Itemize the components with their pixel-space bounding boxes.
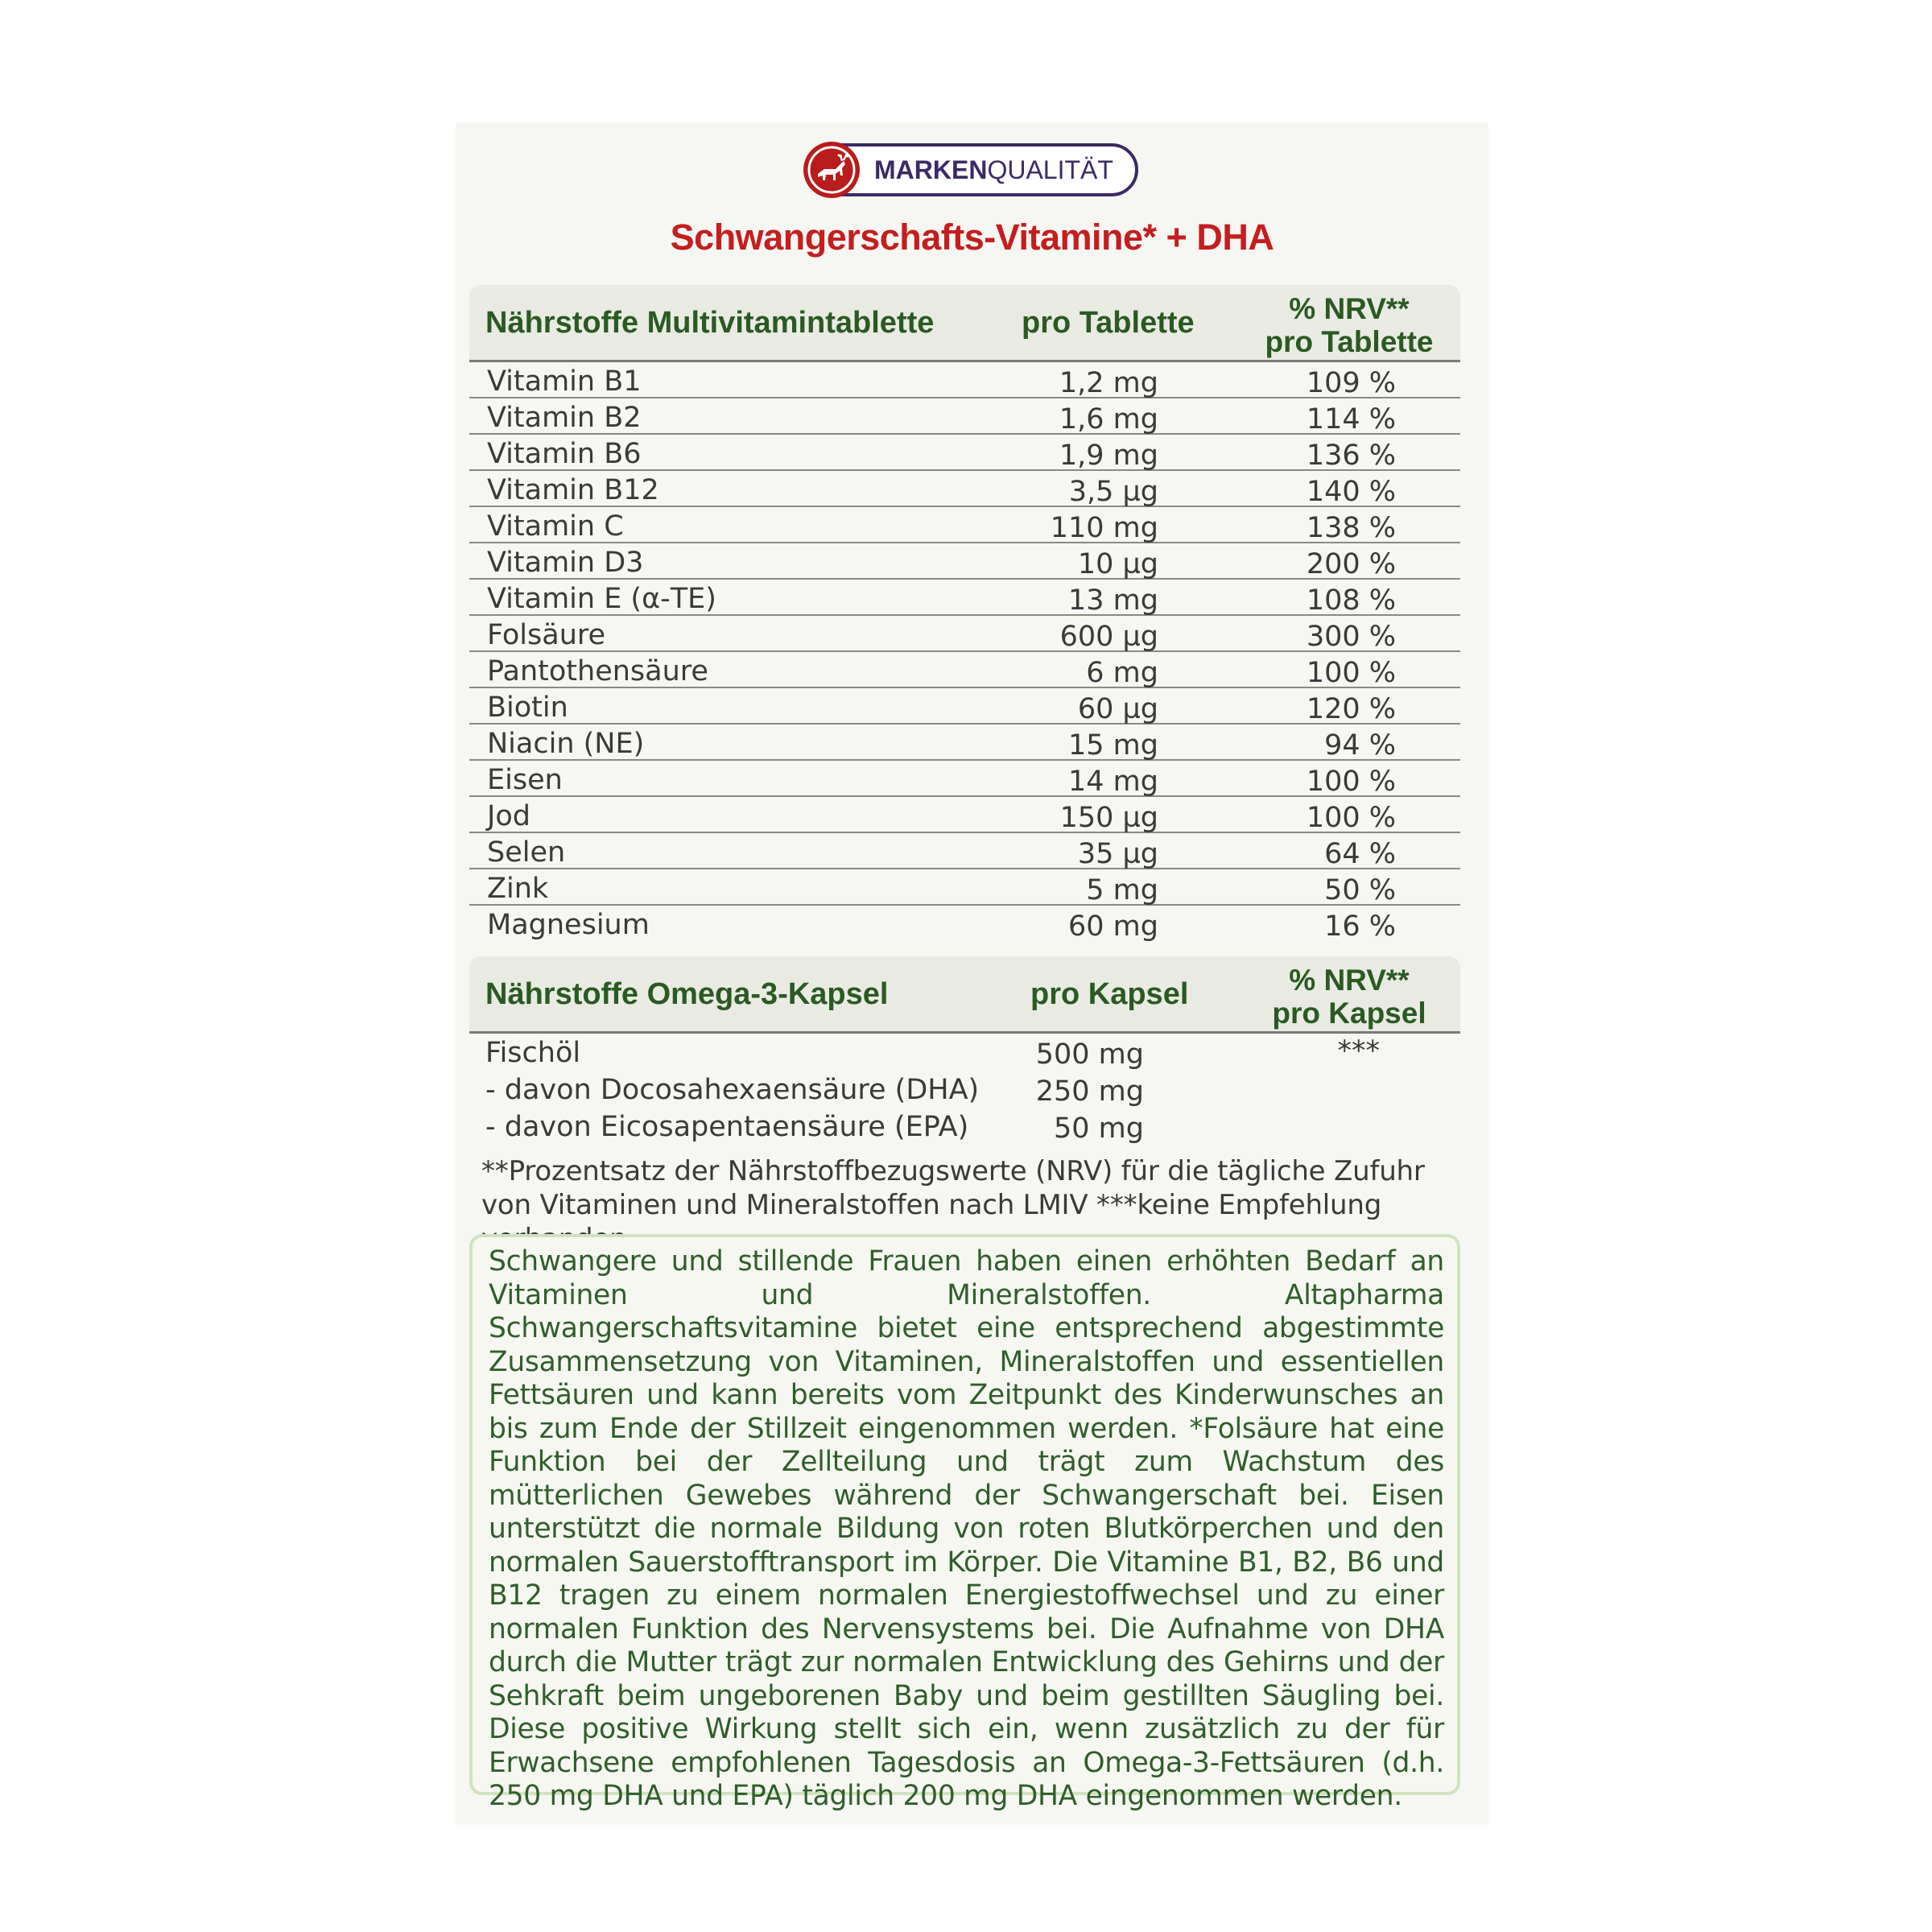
nutrient-name: Vitamin B12 bbox=[487, 474, 659, 506]
nutrient-name: Jod bbox=[487, 800, 530, 832]
nutrient-name: Vitamin C bbox=[487, 510, 624, 543]
nutrient-name: Folsäure bbox=[487, 619, 606, 651]
nrv-value: 100 % bbox=[1306, 802, 1396, 834]
table-row bbox=[469, 616, 1460, 652]
amount-value: 600 µg bbox=[1059, 621, 1158, 653]
omega3-table-header bbox=[469, 956, 1460, 1034]
amount-value: 1,6 mg bbox=[1059, 403, 1158, 436]
table-row bbox=[469, 688, 1460, 724]
nrv-value: 114 % bbox=[1306, 403, 1396, 436]
brand-quality-badge bbox=[805, 143, 1138, 196]
amount-value: 10 µg bbox=[1077, 548, 1158, 580]
nrv-value: 100 % bbox=[1306, 657, 1396, 689]
nrv-value: 138 % bbox=[1306, 512, 1396, 544]
amount-value: 6 mg bbox=[1086, 657, 1158, 689]
header-nutrient: Nährstoffe Multivitamintablette bbox=[485, 306, 935, 340]
amount-value: 14 mg bbox=[1068, 766, 1158, 798]
deer-logo-icon bbox=[803, 142, 860, 198]
nrv-value: 50 % bbox=[1324, 874, 1396, 906]
nrv-value: 136 % bbox=[1306, 440, 1396, 472]
nutrient-name: Selen bbox=[487, 836, 566, 869]
nrv-value: 140 % bbox=[1306, 476, 1396, 508]
amount-value: 60 µg bbox=[1077, 693, 1158, 725]
nutrient-name: - davon Eicosapentaensäure (EPA) bbox=[485, 1111, 969, 1143]
nutrient-name: Vitamin B2 bbox=[487, 402, 642, 434]
nrv-value: 16 % bbox=[1324, 910, 1396, 943]
nutrient-name: Niacin (NE) bbox=[487, 728, 645, 760]
nutrient-name: - davon Docosahexaensäure (DHA) bbox=[485, 1074, 980, 1106]
amount-value: 500 mg bbox=[1035, 1038, 1144, 1071]
health-claims-box bbox=[469, 1234, 1460, 1812]
product-title: Schwangerschafts-Vitamine* + DHA bbox=[670, 217, 1274, 258]
nrv-value: 64 % bbox=[1324, 838, 1396, 870]
amount-value: 13 mg bbox=[1068, 584, 1158, 617]
amount-value: 3,5 µg bbox=[1068, 476, 1158, 508]
table-row bbox=[469, 435, 1460, 471]
amount-value: 50 mg bbox=[1054, 1113, 1144, 1145]
amount-value: 1,9 mg bbox=[1059, 440, 1158, 472]
nrv-value: 300 % bbox=[1306, 621, 1396, 653]
table-row bbox=[469, 1072, 1460, 1109]
nrv-footnote: **Prozentsatz der Nährstoffbezugswerte (NRV) für die tägliche Zufuhr von Vitaminen und Mineralstoffen nach LMIV ***keine Empfehlung bbox=[481, 1155, 1425, 1221]
table-row bbox=[469, 906, 1460, 942]
header-nrv-line2: pro Tablette bbox=[1265, 325, 1434, 358]
multivitamin-table-body bbox=[469, 362, 1460, 942]
table-row bbox=[469, 652, 1460, 688]
omega3-table-body bbox=[469, 1035, 1460, 1146]
nutrient-name: Vitamin D3 bbox=[487, 547, 644, 579]
table-row bbox=[469, 580, 1460, 616]
nrv-value: 200 % bbox=[1306, 548, 1396, 580]
table-row bbox=[469, 833, 1460, 869]
health-claims-text: Schwangere und stillende Frauen haben einen erhöhten Bedarf an Vitaminen und Mineralstoffen. Altapharma Schwangerschaftsvitamine bietet eine entsprechend abgestimmte Zusammensetzung von Vitaminen, Mineralstoffen und essentiellen Fettsäuren und kann bereits vom Zeitpunkt des Kinderwunsches an bis zum Ende der Stillzeit eingenommen werden. *Folsäure hat eine Funktion bei der Zellteilung und trägt zum Wachstum des mütterlichen Gewebes während der Schwangerschaft bei. Eisen unterstützt die normale Bildung von roten Blutkörperchen und den normalen Sauerstofftransport im Körper. Die Vitamine B1, B2, B6 und B12 tragen zu einem normalen Energiestoffwechsel und zu einer normalen Funktion des Nervensystems bei. Die Aufnahme von DHA durch die Mutter trägt zur normalen Entwicklung des Gehirns und der Sehkraft beim ungeborenen Baby und beim gestillten Säugling bei. Diese positive Wirkung stellt sich ein, wenn zusätzlich zu der für Erwachsene empfohlenen Tagesdosis an Omega-3-Fettsäuren (d.h. 250 mg DHA und EPA) täglich 200 mg DHA eingenommen werden. bbox=[489, 1245, 1444, 1812]
table-row bbox=[469, 362, 1460, 398]
table-row bbox=[469, 507, 1460, 543]
header-nrv bbox=[1257, 292, 1442, 358]
nrv-value: 108 % bbox=[1306, 584, 1396, 617]
nrv-value: 94 % bbox=[1324, 729, 1396, 762]
amount-value: 15 mg bbox=[1068, 729, 1158, 762]
header-nrv-line1: % NRV** bbox=[1289, 964, 1410, 997]
nrv-value: *** bbox=[1337, 1035, 1380, 1067]
table-row bbox=[469, 1035, 1460, 1072]
nutrient-name: Pantothensäure bbox=[487, 655, 708, 687]
nrv-value: 100 % bbox=[1306, 766, 1396, 798]
nutrient-name: Biotin bbox=[487, 691, 568, 724]
nutrient-name: Vitamin E (α-TE) bbox=[487, 583, 716, 615]
nrv-value: 109 % bbox=[1306, 367, 1396, 399]
amount-value: 150 µg bbox=[1059, 802, 1158, 834]
table-row bbox=[469, 797, 1460, 833]
nutrient-name: Vitamin B1 bbox=[487, 365, 642, 398]
table-row bbox=[469, 471, 1460, 507]
multivitamin-table-header bbox=[469, 285, 1460, 362]
header-amount: pro Kapsel bbox=[1030, 977, 1189, 1011]
header-nrv-line1: % NRV** bbox=[1289, 292, 1410, 325]
nutrient-name: Vitamin B6 bbox=[487, 438, 642, 470]
amount-value: 110 mg bbox=[1050, 512, 1158, 544]
nutrient-name: Magnesium bbox=[487, 909, 650, 941]
amount-value: 1,2 mg bbox=[1059, 367, 1158, 399]
header-amount: pro Tablette bbox=[1022, 306, 1195, 340]
header-nrv-line2: pro Kapsel bbox=[1272, 997, 1426, 1030]
amount-value: 60 mg bbox=[1068, 910, 1158, 943]
nutrient-name: Eisen bbox=[487, 764, 563, 796]
header-nrv bbox=[1257, 964, 1442, 1030]
table-row bbox=[469, 724, 1460, 761]
table-row bbox=[469, 543, 1460, 580]
header-nutrient: Nährstoffe Omega-3-Kapsel bbox=[485, 977, 889, 1011]
nrv-value: 120 % bbox=[1306, 693, 1396, 725]
amount-value: 250 mg bbox=[1035, 1075, 1144, 1108]
table-row bbox=[469, 1109, 1460, 1146]
amount-value: 35 µg bbox=[1077, 838, 1158, 870]
amount-value: 5 mg bbox=[1086, 874, 1158, 906]
table-row bbox=[469, 869, 1460, 906]
product-label-panel bbox=[456, 124, 1488, 1823]
nutrient-name: Fischöl bbox=[485, 1037, 581, 1069]
table-row bbox=[469, 761, 1460, 797]
badge-label: MARKENQUALITÄT bbox=[874, 155, 1113, 184]
table-row bbox=[469, 398, 1460, 435]
nutrient-name: Zink bbox=[487, 873, 549, 905]
